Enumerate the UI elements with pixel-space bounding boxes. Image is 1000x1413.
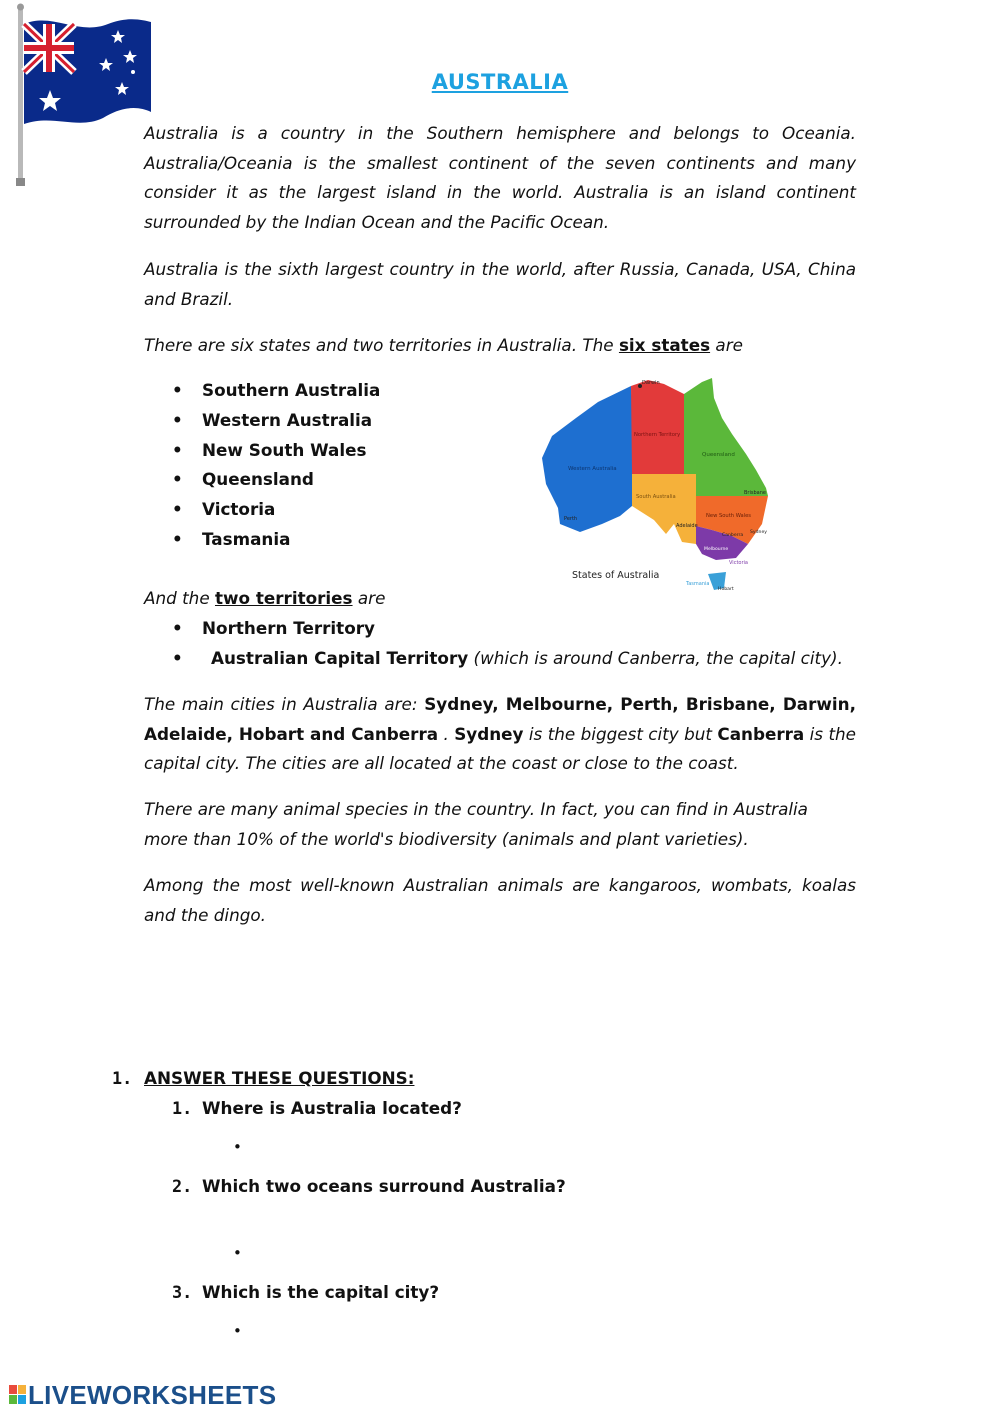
cities-text-3: is the biggest city but — [523, 723, 718, 744]
question-text: Where is Australia located? — [202, 1098, 462, 1118]
bullet-icon: • — [172, 528, 183, 549]
answer-1-field[interactable]: • — [233, 1138, 242, 1156]
questions-header — [112, 1068, 414, 1088]
bullet-icon: • — [172, 409, 183, 430]
intro-paragraph-1: Australia is a country in the Southern hemisphere and belongs to Oceania. Australia/Oceania is the smallest continent of the seven continents and many consider it as the largest island in the world. Australia is an island continent surrounded by the Indian Ocean and the Pacific Ocean. — [144, 123, 856, 232]
label-south-australia: South Australia — [636, 494, 676, 500]
question-text: Which is the capital city? — [202, 1282, 440, 1302]
animals-paragraph: Among the most well-known Australian animals are kangaroos, wombats, koalas and the dingo. — [144, 875, 856, 925]
page-title: AUSTRALIA — [431, 70, 569, 94]
biodiversity-paragraph: There are many animal species in the country. In fact, you can find in Australia more than 10% of the world's biodiversity (animals and plant varieties). — [144, 799, 808, 849]
label-sydney: Sydney — [750, 530, 768, 535]
label-perth: Perth — [564, 516, 578, 522]
intro-paragraph-2: Australia is the sixth largest country in the world, after Russia, Canada, USA, China and Brazil. — [144, 259, 856, 309]
territory-note: (which is around Canberra, the capital city). — [468, 647, 843, 668]
six-states-label: six states — [618, 335, 711, 355]
state-name: Queensland — [202, 469, 314, 490]
label-victoria: Victoria — [729, 560, 748, 566]
list-item — [172, 644, 843, 674]
bullet-icon: • — [172, 469, 183, 490]
states-list — [172, 376, 380, 555]
answer-2-field[interactable]: • — [233, 1244, 242, 1262]
label-canberra: Canberra — [722, 533, 744, 538]
bullet-icon: • — [172, 380, 183, 400]
territories-text-after: are — [352, 588, 386, 608]
question-2 — [172, 1176, 566, 1196]
sydney-text: Sydney — [454, 723, 524, 744]
cities-text-1: The main cities in Australia are: — [144, 694, 425, 714]
bullet-icon: • — [172, 647, 183, 668]
liveworksheets-logo — [8, 1380, 276, 1410]
question-number: 3. — [172, 1282, 193, 1302]
bullet-icon: • — [172, 439, 183, 460]
territory-name: Northern Territory — [202, 618, 375, 638]
cities-text-2: . — [438, 723, 455, 744]
cities-paragraph — [144, 690, 856, 779]
question-3 — [172, 1282, 439, 1302]
question-1 — [172, 1098, 462, 1118]
state-name: Tasmania — [202, 528, 291, 549]
state-name: Victoria — [202, 499, 276, 520]
question-number: 1. — [172, 1098, 193, 1118]
list-item — [172, 614, 843, 644]
list-item — [172, 525, 380, 555]
label-melbourne: Melbourne — [704, 547, 729, 552]
list-item — [172, 495, 380, 525]
map-caption: States of Australia — [572, 570, 660, 581]
question-text: Which two oceans surround Australia? — [202, 1176, 566, 1196]
list-item — [172, 436, 380, 466]
label-darwin: Darwin — [642, 380, 660, 386]
state-name: Western Australia — [202, 409, 373, 430]
states-of-australia-map — [536, 374, 776, 596]
bullet-icon: • — [172, 618, 183, 638]
northern-territory-region — [631, 380, 684, 474]
liveworksheets-logo-text: LIVEWORKSHEETS — [28, 1379, 277, 1410]
list-item — [172, 465, 380, 495]
territories-intro — [144, 584, 856, 614]
territories-list — [172, 614, 843, 674]
territories-text-before: And the — [144, 588, 215, 608]
p3-text-before: There are six states and two territories in Australia. The — [144, 335, 619, 355]
cities-text-4: is the capital city. The cities are all located at the coast or close to the coast. — [144, 723, 856, 774]
queensland-region — [684, 378, 768, 496]
list-item — [172, 376, 380, 406]
questions-header-label: ANSWER THESE QUESTIONS: — [144, 1068, 415, 1088]
label-adelaide: Adelaide — [676, 523, 698, 529]
label-western-australia: Western Australia — [568, 466, 617, 472]
question-number: 2. — [172, 1176, 193, 1196]
cities-list-text: Sydney, Melbourne, Perth, Brisbane, Darwin, Adelaide, Hobart and Canberra — [144, 694, 856, 744]
label-tasmania: Tasmania — [686, 581, 710, 587]
bullet-icon: • — [172, 499, 183, 520]
liveworksheets-logo-icon — [8, 1383, 28, 1407]
label-new-south-wales: New South Wales — [706, 513, 751, 519]
two-territories-label: two territories — [214, 588, 353, 608]
list-item — [172, 406, 380, 436]
territory-name: Australian Capital Territory — [211, 647, 469, 668]
south-australia-region — [632, 474, 696, 544]
canberra-text: Canberra — [717, 723, 805, 744]
label-queensland: Queensland — [702, 452, 735, 458]
australian-flag-image — [8, 2, 158, 188]
label-hobart: Hobart — [718, 587, 734, 592]
state-name: Southern Australia — [202, 380, 381, 400]
p3-text-after: are — [710, 335, 743, 355]
intro-paragraph-3 — [144, 331, 856, 361]
label-brisbane: Brisbane — [744, 490, 766, 496]
label-northern-territory: Northern Territory — [634, 432, 681, 438]
western-australia-region — [542, 386, 632, 532]
questions-header-number: 1. — [112, 1068, 133, 1088]
answer-3-field[interactable]: • — [233, 1322, 242, 1340]
state-name: New South Wales — [202, 439, 367, 460]
